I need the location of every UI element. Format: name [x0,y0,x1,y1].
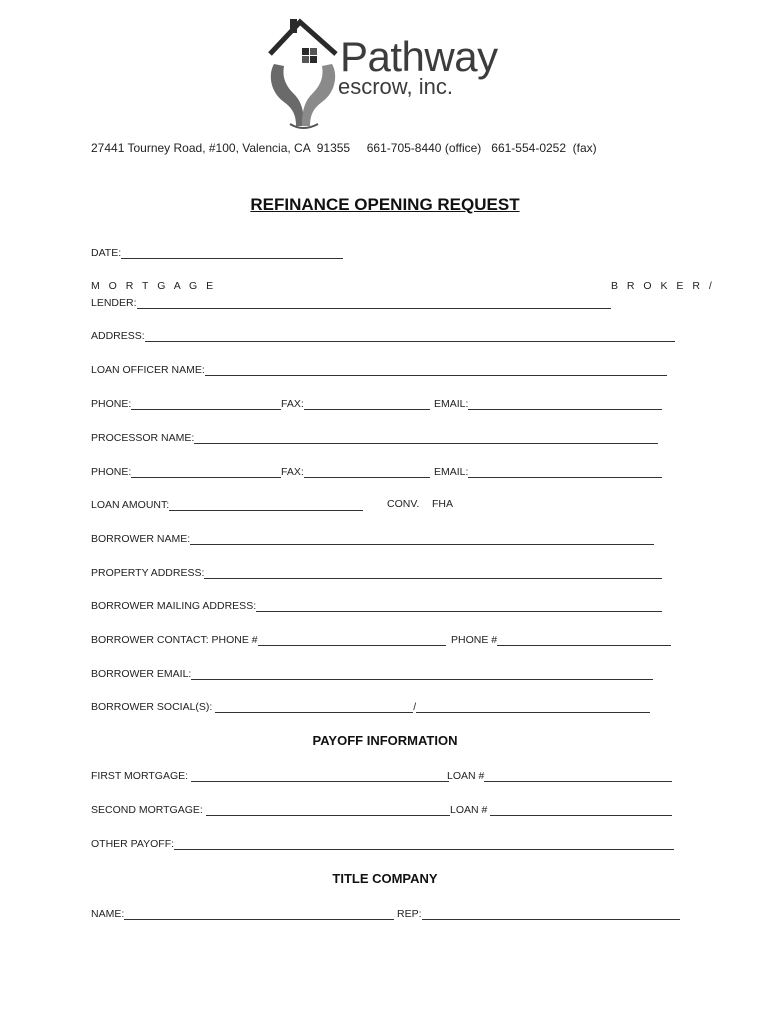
loan-amount-field[interactable] [169,498,363,511]
payoff-heading: PAYOFF INFORMATION [312,733,458,748]
title-name-label: NAME: [91,908,125,920]
broker-label: B R O K E R / [611,280,715,292]
loan-amount-label: LOAN AMOUNT: [91,499,170,511]
conv-option[interactable]: CONV. [387,498,420,510]
other-payoff-label: OTHER PAYOFF: [91,838,175,850]
mailing-address-label: BORROWER MAILING ADDRESS: [91,600,257,612]
address-field[interactable] [145,329,675,342]
social-separator: / [413,701,417,713]
officer-phone-field[interactable] [131,397,281,410]
processor-label: PROCESSOR NAME: [91,432,195,444]
borrower-email-label: BORROWER EMAIL: [91,668,192,680]
brand-name: Pathway [340,33,498,80]
phone-label: PHONE: [91,466,132,478]
house-hands-icon [262,14,352,132]
other-payoff-field[interactable] [174,837,674,850]
borrower-phone-2-field[interactable] [497,633,671,646]
loan-officer-label: LOAN OFFICER NAME: [91,364,205,376]
company-contact-line: 27441 Tourney Road, #100, Valencia, CA 91355 661-705-8440 (office) 661-554-0252 (fax) [91,141,597,155]
second-mortgage-field[interactable] [206,803,450,816]
fax-label: FAX: [281,466,304,478]
first-mortgage-field[interactable] [191,769,449,782]
borrower-email-field[interactable] [191,667,653,680]
processor-fax-field[interactable] [304,465,430,478]
second-mortgage-label: SECOND MORTGAGE: [91,804,203,816]
pathway-escrow-logo [262,14,512,132]
title-company-heading: TITLE COMPANY [332,871,438,886]
fax-label: FAX: [281,398,304,410]
mailing-address-field[interactable] [256,599,662,612]
phone-label: PHONE: [91,398,132,410]
fha-option[interactable]: FHA [432,498,453,510]
processor-field[interactable] [194,431,658,444]
borrower-social-2-field[interactable] [416,700,650,713]
borrower-social-label: BORROWER SOCIAL(S): [91,701,213,713]
mortgage-label: M O R T G A G E [91,280,217,292]
email-label: EMAIL: [434,398,469,410]
first-loan-label: LOAN # [447,770,485,782]
processor-email-field[interactable] [468,465,662,478]
lender-label: LENDER: [91,297,137,309]
first-mortgage-label: FIRST MORTGAGE: [91,770,189,782]
borrower-name-field[interactable] [190,532,654,545]
second-loan-label: LOAN # [450,804,488,816]
officer-fax-field[interactable] [304,397,430,410]
borrower-social-1-field[interactable] [215,700,413,713]
address-label: ADDRESS: [91,330,145,342]
lender-field[interactable] [137,296,611,309]
property-address-field[interactable] [204,566,662,579]
brand-subtitle: escrow, inc. [338,74,453,99]
phone-hash-label: PHONE # [451,634,498,646]
email-label: EMAIL: [434,466,469,478]
title-rep-label: REP: [397,908,422,920]
page-title: REFINANCE OPENING REQUEST [250,195,520,214]
officer-email-field[interactable] [468,397,662,410]
borrower-name-label: BORROWER NAME: [91,533,191,545]
first-loan-field[interactable] [484,769,672,782]
borrower-contact-label: BORROWER CONTACT: PHONE # [91,634,258,646]
date-label: DATE: [91,247,122,259]
second-loan-field[interactable] [490,803,672,816]
loan-officer-field[interactable] [205,363,667,376]
property-address-label: PROPERTY ADDRESS: [91,567,205,579]
processor-phone-field[interactable] [131,465,281,478]
date-field[interactable] [121,246,343,259]
title-name-field[interactable] [124,907,394,920]
borrower-phone-1-field[interactable] [258,633,446,646]
title-rep-field[interactable] [422,907,680,920]
